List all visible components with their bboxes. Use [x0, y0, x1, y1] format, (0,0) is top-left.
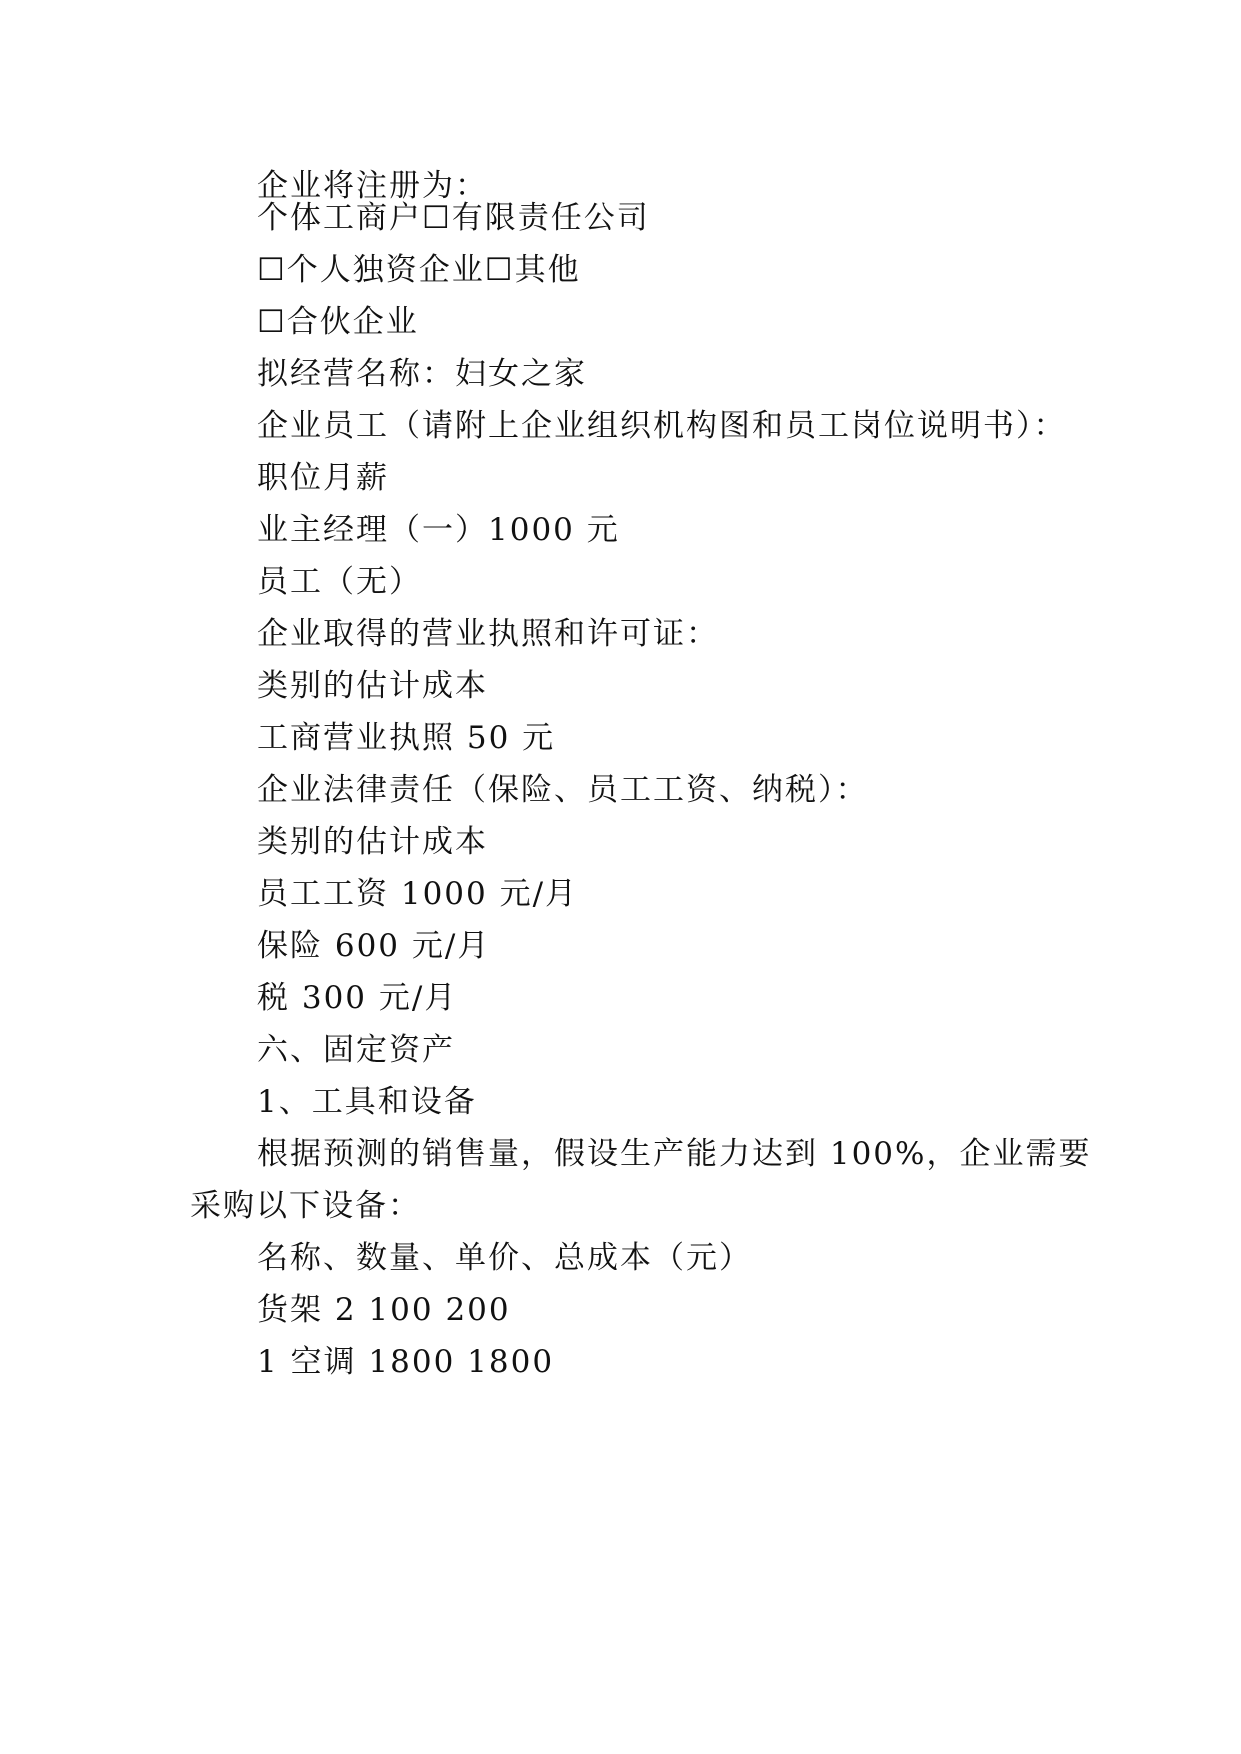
registration-option-line-3: ☐合伙企业: [257, 304, 419, 340]
equipment-table-header: 名称、数量、单价、总成本（元）: [257, 1240, 752, 1276]
staff-table-header: 职位月薪: [257, 460, 389, 496]
equipment-paragraph-line-1: 根据预测的销售量，假设生产能力达到 100%，企业需要: [257, 1136, 1092, 1172]
legal-duty-row-wages: 员工工资 1000 元/月: [257, 876, 579, 912]
staff-heading: 企业员工（请附上企业组织机构图和员工岗位说明书）：: [257, 408, 1067, 444]
registration-option-line-2: ☐个人独资企业☐其他: [257, 252, 581, 288]
legal-duty-row-tax: 税 300 元/月: [257, 980, 458, 1016]
license-table-header: 类别的估计成本: [257, 668, 488, 704]
registration-option-line-1: 个体工商户☐有限责任公司: [257, 200, 650, 236]
legal-duty-row-insurance: 保险 600 元/月: [257, 928, 491, 964]
legal-duty-heading: 企业法律责任（保险、员工工资、纳税）：: [257, 772, 869, 808]
staff-row-manager: 业主经理（一）1000 元: [257, 512, 620, 548]
business-name-line: 拟经营名称：妇女之家: [257, 356, 587, 392]
equipment-row-shelf: 货架 2 100 200: [257, 1292, 511, 1328]
staff-row-employee: 员工（无）: [257, 564, 422, 600]
subsection-heading-equipment: 1、工具和设备: [257, 1084, 477, 1120]
equipment-paragraph-line-2: 采购以下设备：: [190, 1188, 421, 1224]
equipment-row-air-conditioner: 1 空调 1800 1800: [257, 1344, 555, 1380]
license-heading: 企业取得的营业执照和许可证：: [257, 616, 719, 652]
legal-duty-table-header: 类别的估计成本: [257, 824, 488, 860]
license-row: 工商营业执照 50 元: [257, 720, 556, 756]
registration-heading: 企业将注册为：: [257, 168, 488, 204]
section-heading-fixed-assets: 六、固定资产: [257, 1032, 455, 1068]
